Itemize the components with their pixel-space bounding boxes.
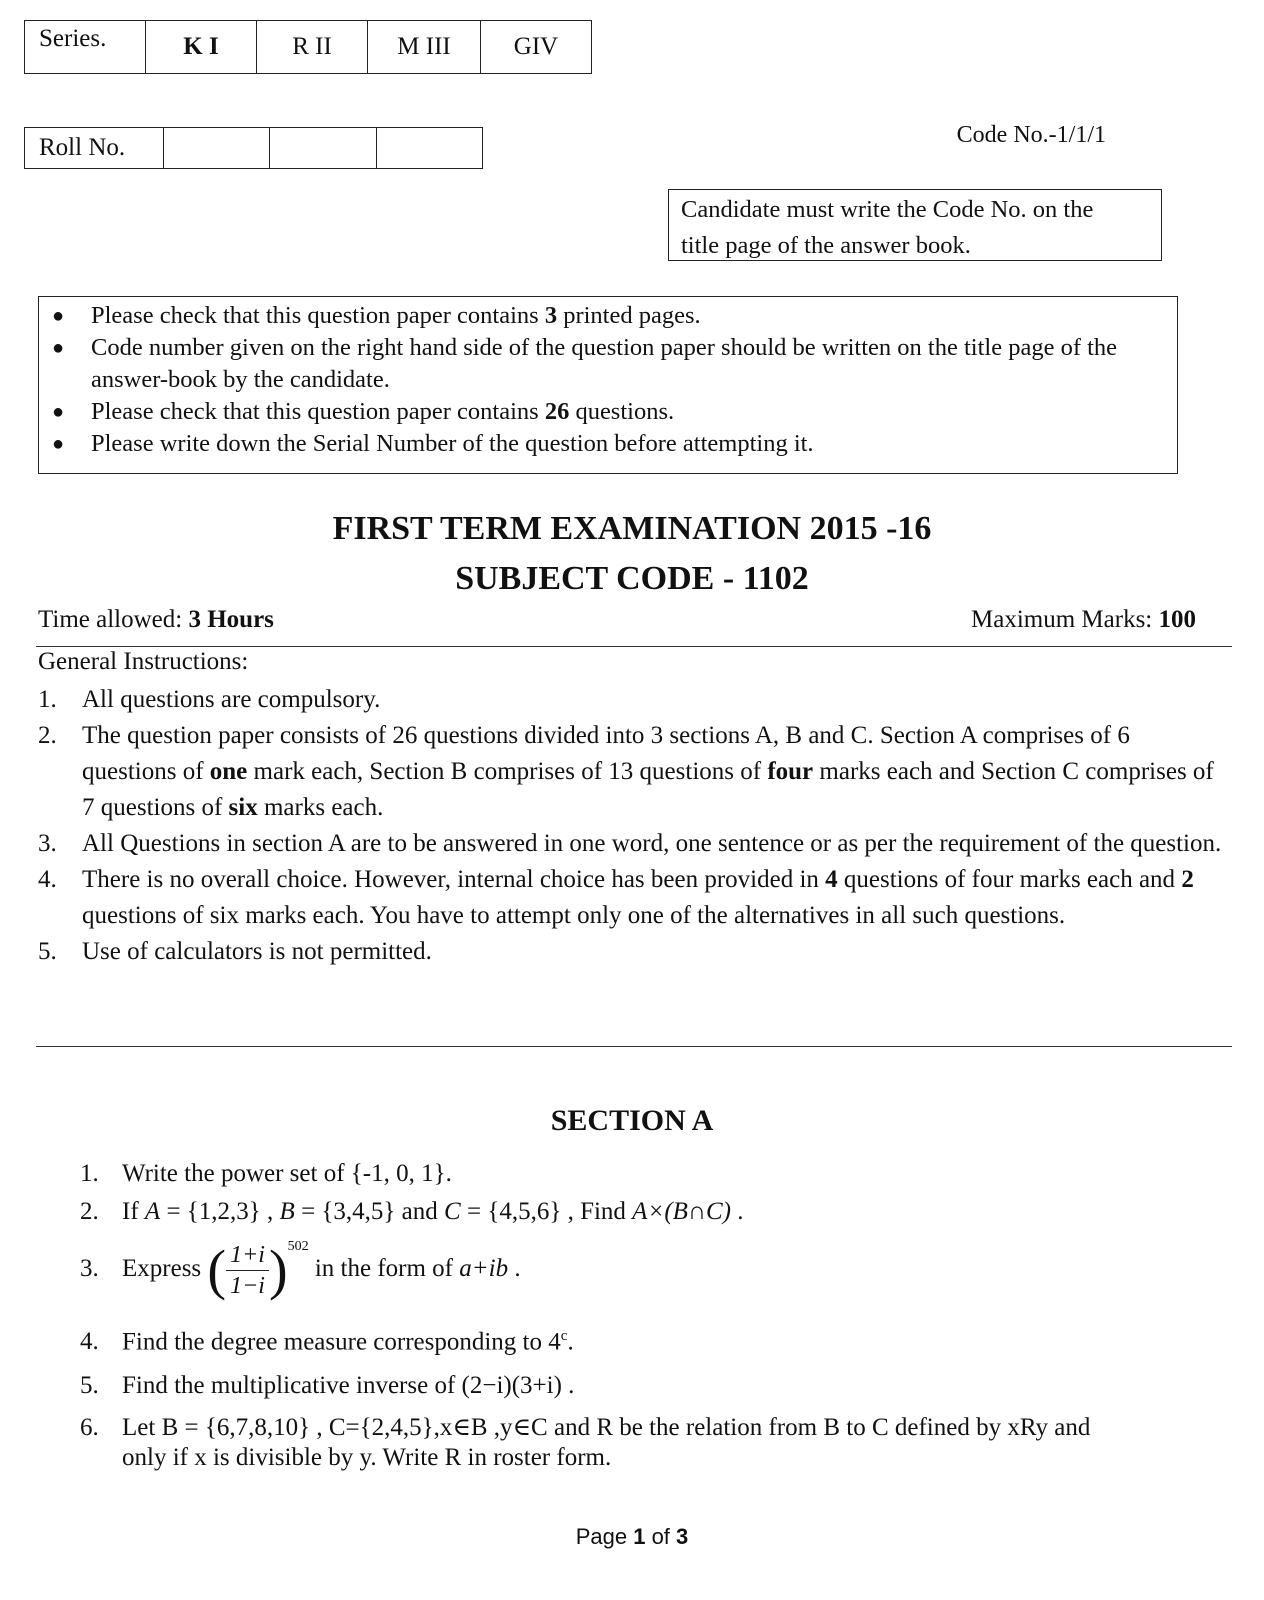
code-note-line: title page of the answer book. bbox=[681, 232, 971, 259]
right-paren: ) bbox=[268, 1239, 288, 1302]
bullet-icon: ● bbox=[52, 433, 65, 455]
question-5: 5. Find the multiplicative inverse of (2−i)(3+i) . bbox=[80, 1372, 575, 1399]
instruction-item: 3. All Questions in section A are to be answered in one word, one sentence or as per the requirement of the question. bbox=[38, 830, 1222, 857]
instructions-heading: General Instructions: bbox=[38, 648, 249, 675]
checklist-item: ● Please check that this question paper contains 26 questions. bbox=[39, 396, 1177, 428]
divider bbox=[36, 1046, 1232, 1047]
bullet-icon: ● bbox=[52, 337, 65, 359]
fraction: $\frac{1+i}{1-i}$ bbox=[226, 1240, 269, 1301]
bullet-icon: ● bbox=[52, 401, 65, 423]
series-option: M III bbox=[368, 21, 481, 74]
roll-number-table bbox=[24, 127, 483, 169]
roll-label: Roll No. bbox=[25, 128, 164, 169]
page-footer: Page 1 of 3 bbox=[575, 1524, 689, 1549]
time-allowed: Time allowed: 3 Hours bbox=[38, 606, 274, 633]
instruction-item: 2. The question paper consists of 26 questions divided into 3 sections A, B and C. Section A comprises of 6 questions of one mark each, Section B comprises of 13 questions of four marks each and Section C comprises of 7 questions of six marks each. bbox=[38, 722, 1214, 821]
question-2: 2. If A = {1,2,3} , B = {3,4,5} and C = {4,5,6} , Find A×(B∩C) . bbox=[80, 1198, 744, 1225]
checklist-item: ● Code number given on the right hand side of the question paper should be written on the title page of the answer-book by the candidate. bbox=[52, 334, 1118, 393]
question-4: 4. Find the degree measure corresponding to 4$^c$. bbox=[80, 1328, 574, 1356]
instructions-list bbox=[38, 682, 1228, 970]
exam-title: FIRST TERM EXAMINATION 2015 -16 bbox=[332, 510, 932, 547]
left-paren: ( bbox=[207, 1239, 227, 1302]
checklist-box bbox=[38, 296, 1178, 474]
roll-cell[interactable] bbox=[164, 128, 270, 169]
roll-cell[interactable] bbox=[270, 128, 377, 169]
checklist-item: ● Please write down the Serial Number of the question before attempting it. bbox=[39, 428, 1177, 460]
question-1: 1. Write the power set of {-1, 0, 1}. bbox=[80, 1160, 452, 1187]
exponent: 502 bbox=[287, 1239, 309, 1255]
checklist-item: ● Please check that this question paper contains 3 printed pages. bbox=[39, 300, 1177, 332]
series-option: GIV bbox=[481, 21, 592, 74]
roll-cell[interactable] bbox=[377, 128, 483, 169]
divider bbox=[36, 646, 1232, 647]
instruction-item: 5. Use of calculators is not permitted. bbox=[38, 938, 432, 965]
series-table bbox=[24, 20, 592, 74]
instruction-item: 4. There is no overall choice. However, internal choice has been provided in 4 questions of four marks each and 2 questions of six marks each. You have to attempt only one of the alternatives in all such questions. bbox=[38, 866, 1194, 929]
code-note-line: Candidate must write the Code No. on the bbox=[681, 196, 1094, 223]
code-note-box bbox=[668, 189, 1162, 261]
maximum-marks: Maximum Marks: 100 bbox=[971, 606, 1196, 633]
instruction-item: 1. All questions are compulsory. bbox=[38, 686, 381, 713]
series-option: R II bbox=[257, 21, 368, 74]
question-3: 3. Express ( $\frac{1+i}{1-i}$ )$^{502}$ in the form of a+ib . bbox=[80, 1239, 521, 1302]
series-option: K I bbox=[146, 21, 257, 74]
section-a-title: SECTION A bbox=[550, 1104, 714, 1137]
question-6: 6. Let B = {6,7,8,10} , C={2,4,5},x∈B ,y∈C and R be the relation from B to C defined by xRy and only if x is divisible by y. Write R in roster form. bbox=[80, 1414, 1091, 1471]
code-number: Code No.-1/1/1 bbox=[956, 122, 1106, 148]
subject-code: SUBJECT CODE - 1102 bbox=[455, 560, 809, 597]
series-label: Series. bbox=[25, 21, 146, 74]
bullet-icon: ● bbox=[52, 305, 65, 327]
